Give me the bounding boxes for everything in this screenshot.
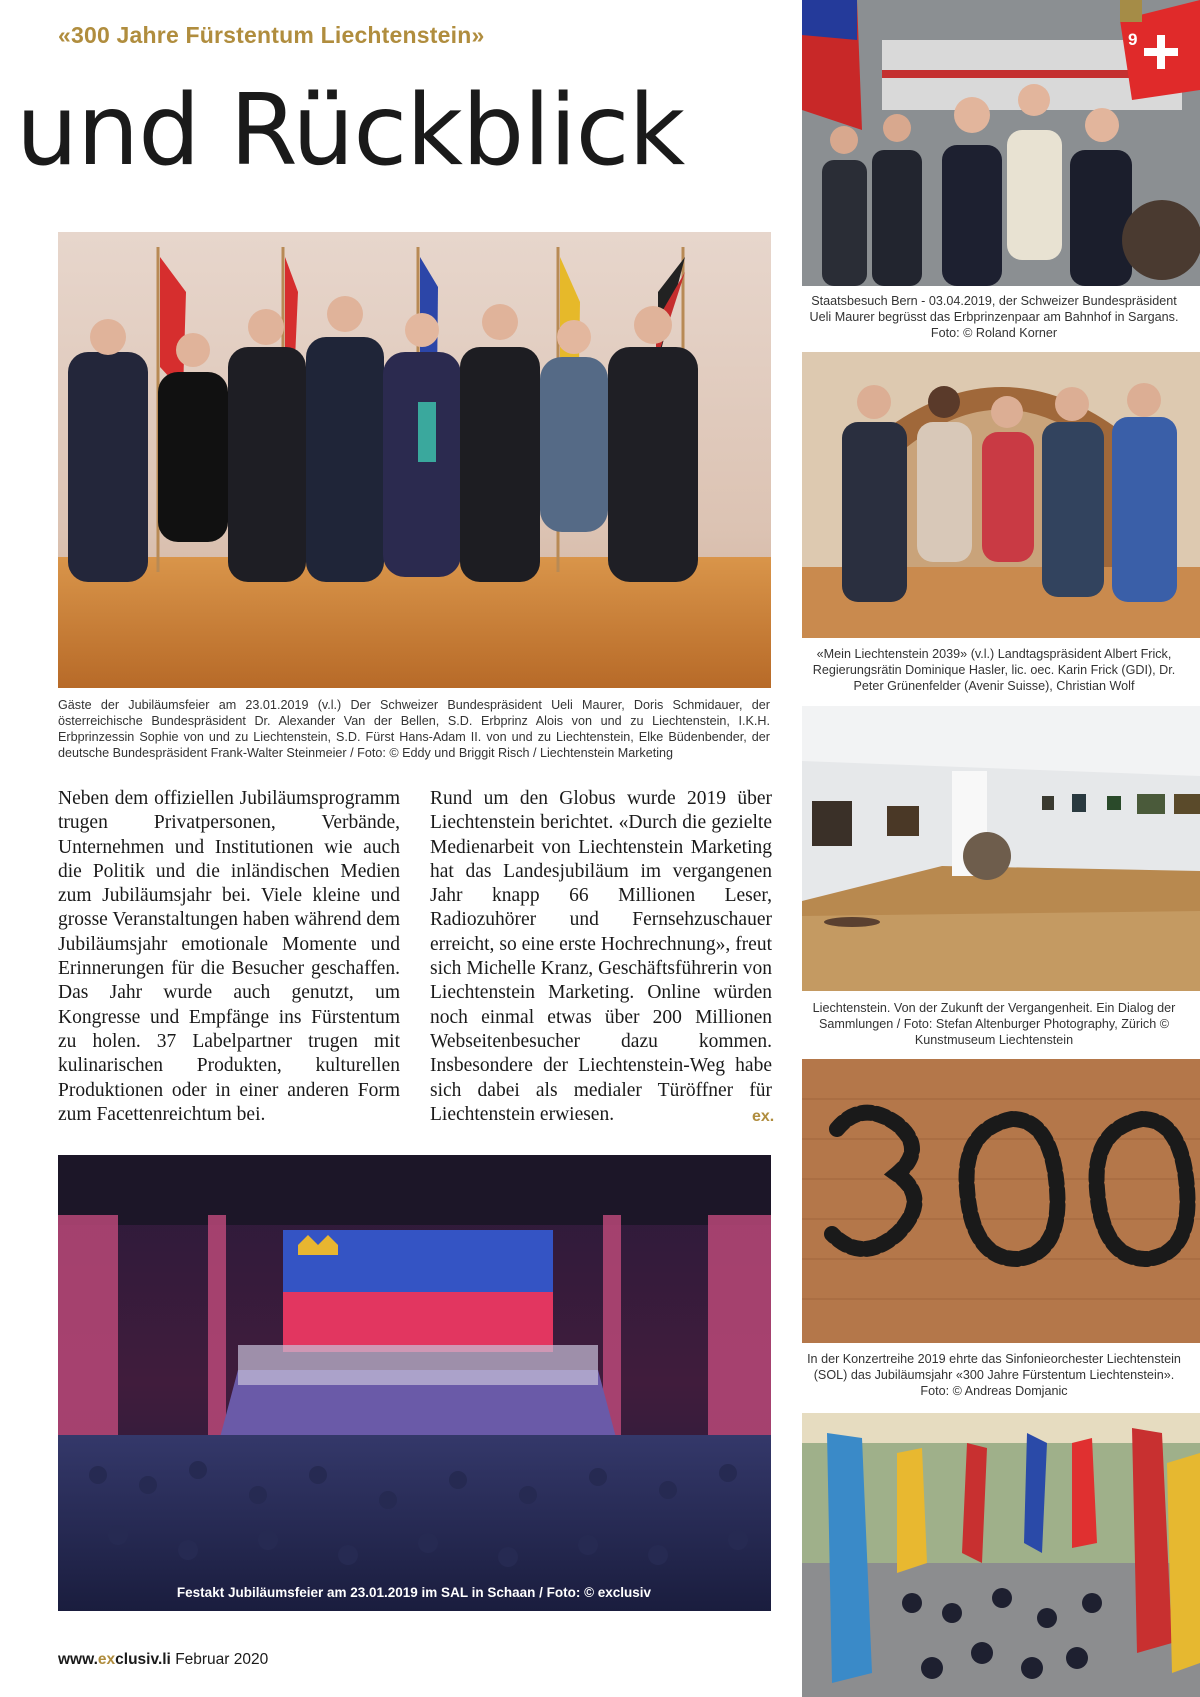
flag-parade-photo [802,1413,1200,1697]
footer-url-suffix: clusiv.li [115,1651,171,1668]
main-group-photo [58,232,771,688]
kunstmuseum-caption: Liechtenstein. Von der Zukunft der Vergangenheit. Ein Dialog der Sammlungen / Foto: Stefan Altenburger Photography, Zürich © Kunstmuseum Liechtenstein [812,1001,1176,1047]
orchestra-photo [802,1059,1200,1343]
liechtenstein-2039-photo [802,352,1200,638]
page-number: 9 [1128,30,1138,49]
festakt-photo [58,1155,771,1611]
footer-url-highlight: ex [97,1651,116,1668]
article-column-2: Rund um den Globus wurde 2019 über Liechtenstein berichtet. «Durch die gezielte Medienarbeit von Liechtenstein Marketing hat das Landesjubiläum im vergangenen Jahr knapp 66 Millionen Leser, Radiozuhörer und Fernsehzuschauer erreicht, so eine erste Hochrechnung», freut sich Michelle Kranz, Geschäftsführerin von Liechtenstein Marketing. Online würden noch einmal etwas über 200 Millionen Webseitenbesucher dazu kommen. Insbesondere der Liechtenstein-Weg habe sich dabei als medialer Türöffner für Liechtenstein erwiesen. [430,788,772,1125]
footer-url-prefix: www. [58,1651,98,1668]
liechtenstein-2039-caption: «Mein Liechtenstein 2039» (v.l.) Landtagspräsident Albert Frick, Regierungsrätin Dominique Hasler, lic. oec. Karin Frick (GDI), Dr. Peter Grünenfelder (Avenir Suisse), Christian Wolf [812,647,1176,693]
state-visit-caption: Staatsbesuch Bern - 03.04.2019, der Schweizer Bundespräsident Ueli Maurer begrüsst das Erbprinzenpaar am Bahnhof in Sargans. Foto: © Roland Korner [809,294,1179,340]
main-photo-caption: Gäste der Jubiläumsfeier am 23.01.2019 (v.l.) Der Schweizer Bundespräsident Ueli Maurer, Doris Schmidauer, der österreichische Bundespräsident Dr. Alexander Van der Bellen, S.D. Erbprinz Alois von und zu Liechtenstein, I.K.H. Erbprinzessin Sophie von und zu Liechtenstein, S.D. Fürst Hans-Adam II. von und zu Liechtenstein, Elke Büdenbender, der deutsche Bundespräsident Frank-Walter Steinmeier / Foto: © Eddy und Briggit Risch / Liechtenstein Marketing [58,698,770,760]
page-number-tab [1120,0,1142,22]
article-column-1: Neben dem offiziellen Jubiläumsprogramm trugen Privatpersonen, Verbände, Unternehmen und Institutionen wie auch die Politik und die inländischen Medien zum Jubiläumsjahr bei. Viele kleine und grosse Veranstaltungen haben während dem Jubiläumsjahr emotionale Momente und Erinnerungen für die Besucher geschaffen. Das Jahr wurde auch genutzt, um Kongresse und Empfänge ins Fürstentum zu holen. 37 Labelpartner trugen mit kulinarischen Produkten, kulturellen Produktionen oder in einer anderen Form zum Facettenreichtum bei. [58,788,400,1125]
footer [58,1651,268,1669]
state-visit-photo [802,0,1200,286]
orchestra-caption: In der Konzertreihe 2019 ehrte das Sinfonieorchester Liechtenstein (SOL) das Jubiläumsjahr «300 Jahre Fürstentum Liechtenstein». Foto: © Andreas Domjanic [807,1352,1181,1398]
festakt-caption: Festakt Jubiläumsfeier am 23.01.2019 im SAL in Schaan / Foto: © exclusiv [176,1585,652,1600]
section-kicker: «300 Jahre Fürstentum Liechtenstein» [58,22,485,48]
headline: und Rückblick [16,74,685,188]
kunstmuseum-photo [802,706,1200,991]
article-end-mark: ex. [752,1108,775,1125]
footer-issue: Februar 2020 [175,1651,269,1668]
